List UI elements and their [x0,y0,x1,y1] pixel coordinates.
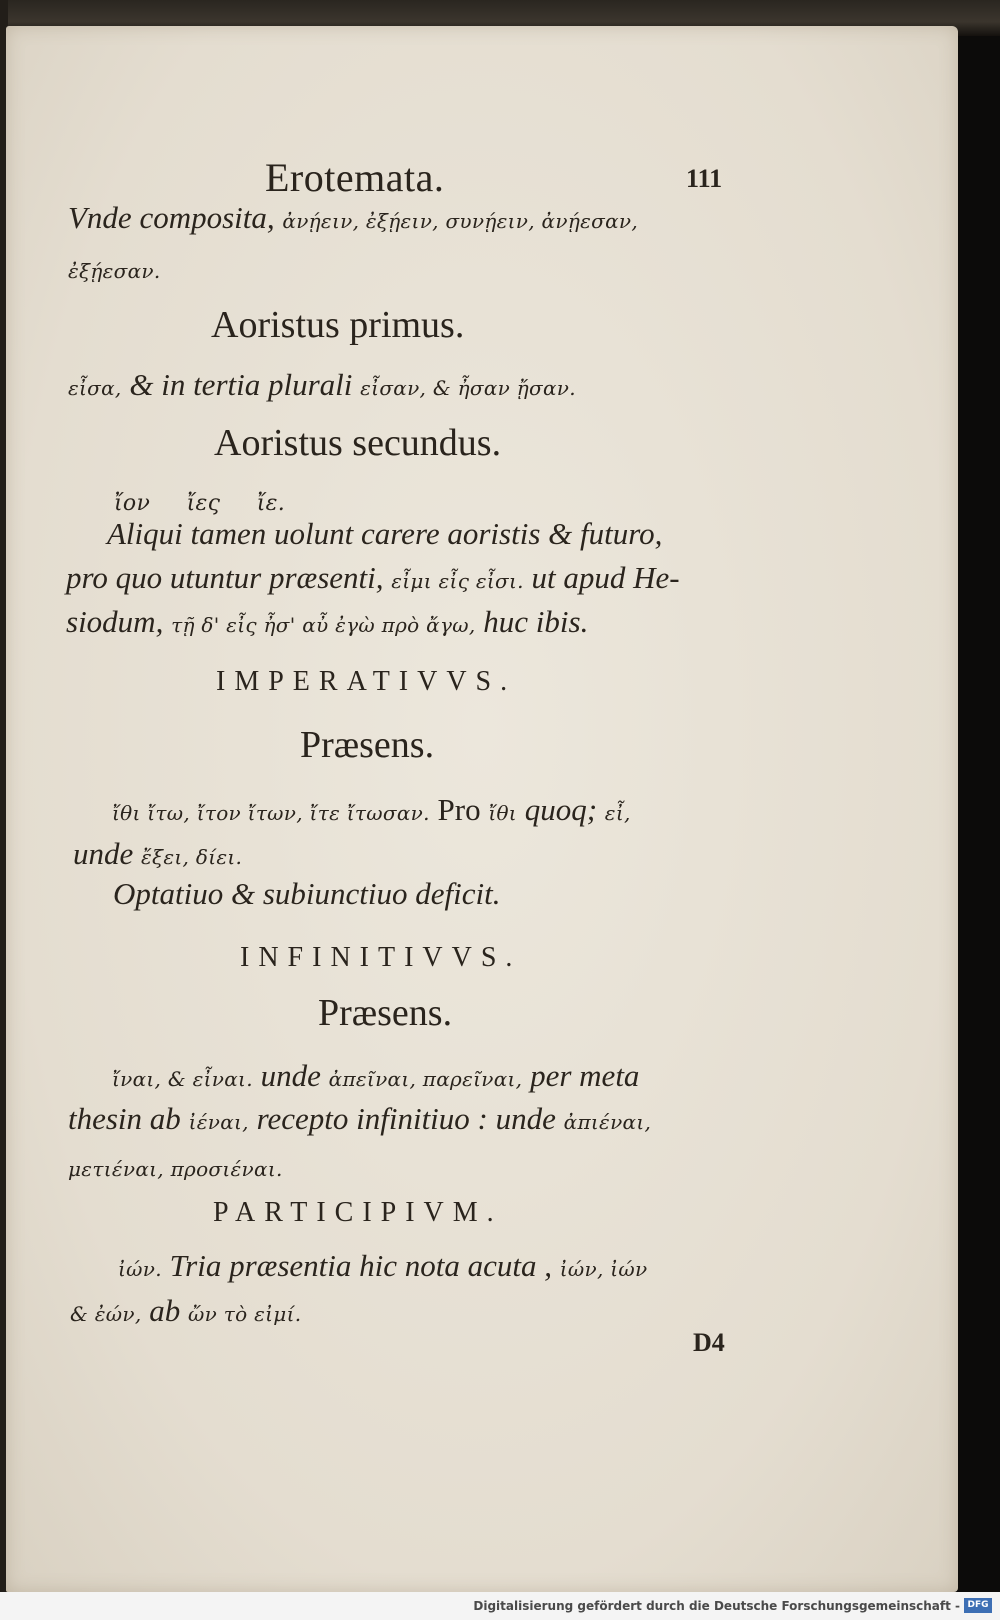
text-line-6 [66,562,680,593]
text-line-11 [112,1060,639,1091]
folio-number: 111 [686,164,723,193]
text-line-4 [114,484,285,515]
text-line-1 [68,202,638,233]
text-line-7 [66,606,588,637]
greek-text: ἰέναι, [188,1110,249,1134]
greek-text: ἰών, ἰών [559,1257,648,1281]
greek-text: ἀπιέναι, [563,1110,652,1134]
latin-text: Tria præsentia hic nota acuta , [169,1248,552,1283]
digitization-footer [0,1592,1000,1620]
latin-text: huc ibis. [483,604,589,639]
section-heading-infinitivus: INFINITIVVS. [240,942,522,973]
latin-text: siodum, [66,604,164,639]
greek-text: τῇ δ' εἶς ἦσ' αὖ ἐγὼ πρὸ ἄγω, [171,613,476,637]
greek-text: ἀπεῖναι, παρεῖναι, [328,1067,523,1091]
text-line-5: Aliqui tamen uolunt carere aoristis & futuro, [107,516,663,551]
text-line-3 [68,369,576,400]
signature-mark: D4 [693,1328,725,1357]
section-heading-aoristus-primus: Aoristus primus. [211,304,465,346]
greek-text: ἔξει, δίει. [141,845,243,869]
greek-text: εἶμι εἶς εἶσι. [391,569,524,593]
latin-text: pro quo utuntur præsenti, [66,560,384,595]
greek-text: ἀνῄειν, ἐξῄειν, συνῄειν, ἀνῄεσαν, [282,209,639,233]
text-line-2 [68,252,161,283]
running-head: Erotemata. [265,155,445,200]
section-heading-praesens-2: Præsens. [318,992,453,1034]
greek-text: εἶσαν, & ἦσαν ᾔσαν. [360,376,576,400]
text-line-10: Optatiuo & subiunctiuo deficit. [113,876,501,911]
greek-text: εἶ, [604,801,631,825]
text-line-14 [118,1250,647,1281]
text-line-12 [68,1103,651,1134]
latin-text: quoq; [524,792,598,827]
greek-text: ἴναι, & εἶναι. [112,1067,253,1091]
greek-text: εἶσα, [68,376,122,400]
latin-text: & in tertia plurali [129,367,353,402]
latin-text: Pro [437,792,481,827]
text-line-15 [70,1295,301,1326]
latin-text: unde [260,1058,321,1093]
latin-text: ut apud He- [531,560,680,595]
greek-text: & ἐών, [70,1302,142,1326]
latin-text: unde [73,836,134,871]
latin-text: thesin ab [68,1101,181,1136]
text-line-8 [112,794,631,825]
latin-text: Vnde composita, [68,200,275,235]
section-heading-praesens: Præsens. [300,724,435,766]
text-line-13 [68,1150,283,1181]
greek-text: ἰών. [118,1257,162,1281]
latin-text: recepto infinitiuo : unde [256,1101,556,1136]
section-heading-participium: PARTICIPIVM. [213,1197,503,1228]
latin-text: ab [149,1293,181,1328]
latin-text: per meta [530,1058,640,1093]
greek-text: ἴθι ἴτω, ἴτον ἴτων, ἴτε ἴτωσαν. [112,801,430,825]
section-heading-imperativus: IMPERATIVVS. [216,666,517,697]
section-heading-aoristus-secundus: Aoristus secundus. [214,422,502,464]
text-line-9 [73,838,242,869]
greek-text: μετιέναι, προσιέναι. [68,1157,283,1181]
dfg-logo: DFG [964,1598,992,1613]
greek-text: ἴον ἴες ἴε. [114,491,286,516]
greek-text: ἐξῄεσαν. [68,259,161,283]
greek-text: ὤν τὸ εἰμί. [188,1302,302,1326]
greek-text: ἴθι [488,801,517,825]
funding-credit: Digitalisierung gefördert durch die Deutsche Forschungsgemeinschaft - [473,1599,960,1613]
